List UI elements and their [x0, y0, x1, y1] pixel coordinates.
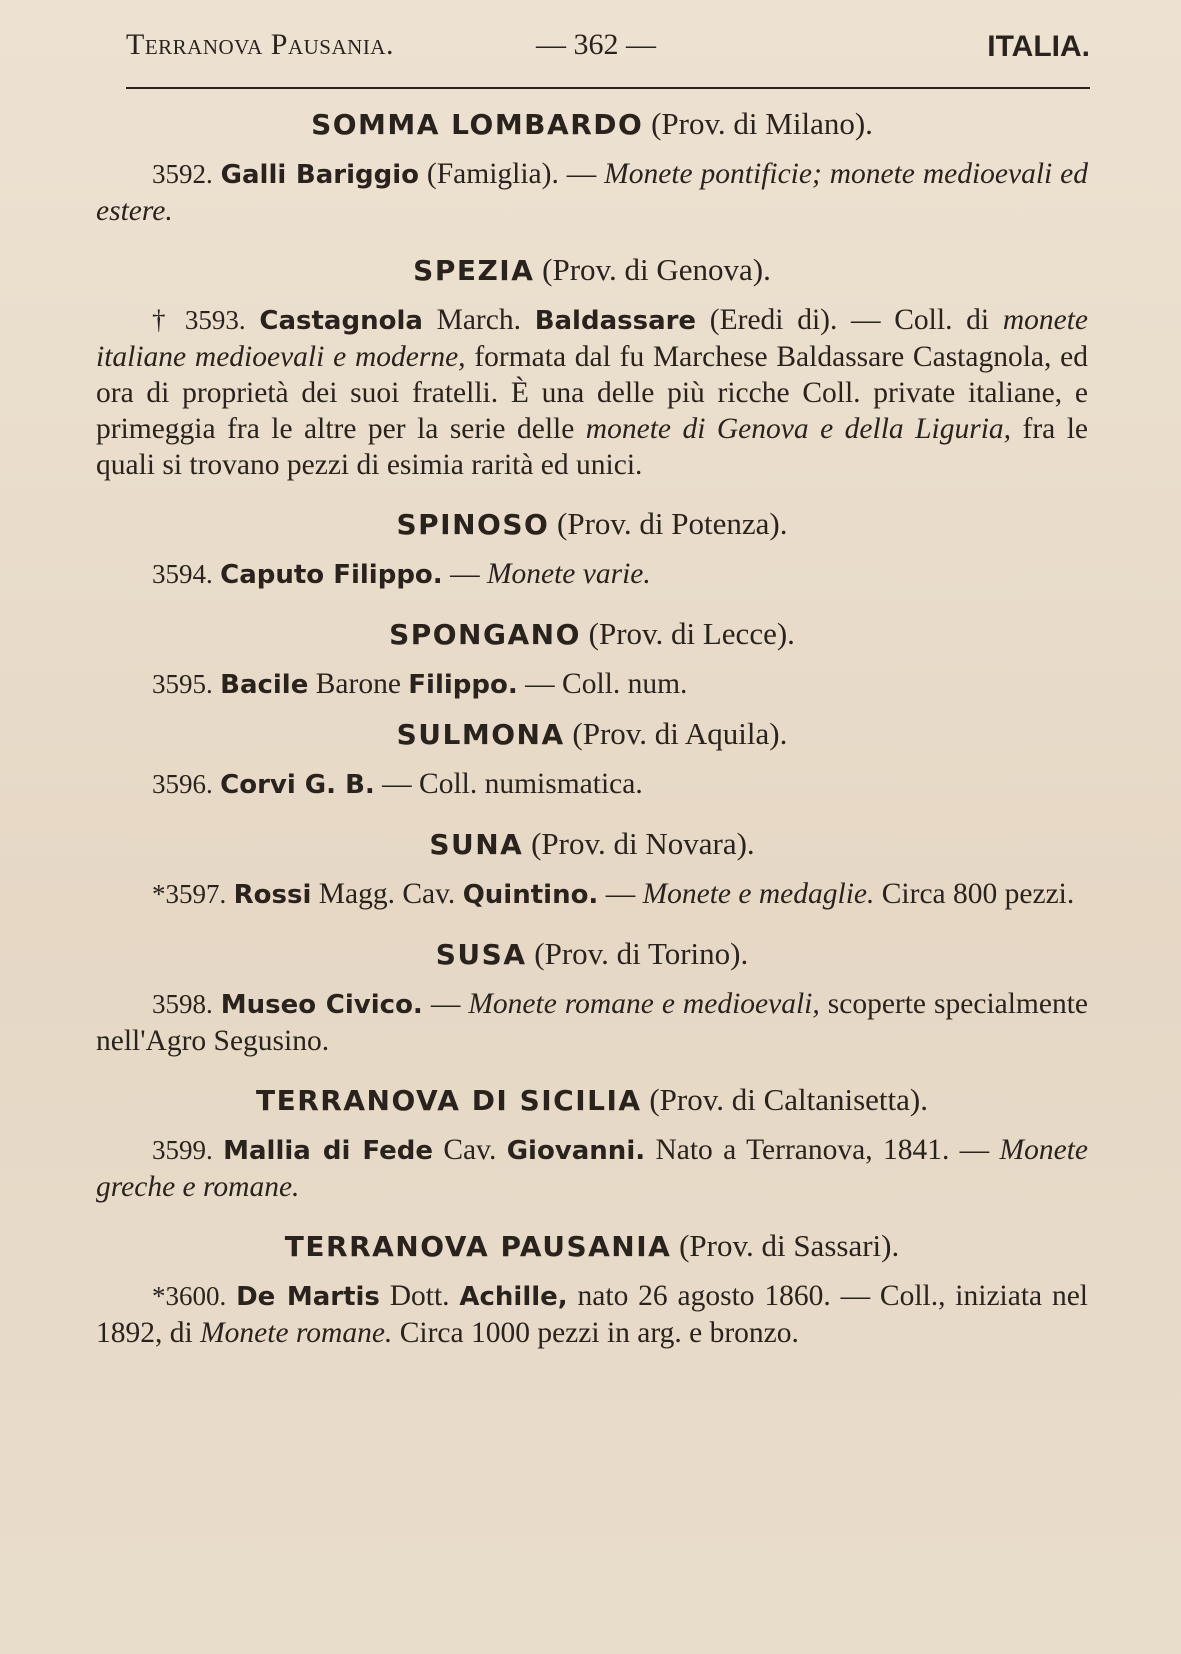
- entry-italic: monete italiane medioevali e moderne,: [96, 304, 1089, 373]
- entry-italic: Monete romane e medioevali,: [468, 988, 820, 1020]
- entry-italic: monete di Genova e della Liguria,: [585, 413, 1012, 445]
- province: (Prov. di Caltanisetta).: [649, 1082, 928, 1117]
- entry-italic: Monete e medaglie.: [642, 878, 875, 910]
- entry-3593: [96, 302, 1088, 483]
- entry-text: — Coll. numismatica.: [374, 768, 643, 800]
- entry-text: —: [442, 558, 487, 590]
- province: (Prov. di Aquila).: [572, 716, 788, 751]
- province: (Prov. di Potenza).: [557, 506, 788, 541]
- section-terranova-pausania: [96, 1227, 1088, 1351]
- entry-number: *3597.: [152, 879, 227, 909]
- directory-listing: [96, 105, 1088, 1351]
- entry-number: 3592.: [152, 159, 213, 189]
- entry-number: 3599.: [152, 1135, 213, 1165]
- entry-text: Cav.: [432, 1134, 507, 1166]
- country-label: ITALIA.: [987, 30, 1090, 63]
- entry-italic: Monete greche e romane.: [96, 1134, 1089, 1203]
- section-susa: [96, 935, 1088, 1059]
- entry-text: March.: [422, 304, 535, 336]
- place-name: SUNA: [429, 828, 524, 861]
- province: (Prov. di Genova).: [542, 252, 771, 287]
- entry-text: scoperte specialmente nell'Agro Segusino.: [96, 988, 1089, 1057]
- entry-text: Nato a Terranova, 1841. —: [645, 1134, 1000, 1166]
- entry-3599: [96, 1132, 1088, 1205]
- section-somma-lombardo: [96, 105, 1088, 229]
- entry-text: nato 26 agosto 1860. — Coll., iniziata nel 1892, di: [96, 1280, 1089, 1349]
- collector-name: Rossi: [233, 880, 312, 910]
- entry-text: Dott.: [379, 1280, 460, 1312]
- place-name: SUSA: [435, 938, 527, 971]
- entry-3596: [96, 766, 1088, 803]
- entry-text: fra le quali si trovano pezzi di esimia rarità ed unici.: [96, 413, 1089, 481]
- section-heading: [96, 251, 1088, 290]
- collector-name: Mallia di Fede: [223, 1136, 433, 1166]
- place-name: SOMMA LOMBARDO: [311, 108, 644, 141]
- entry-text: formata dal fu Marchese Baldassare Castagnola, ed ora di proprietà dei suoi fratelli. È una delle più ricche Coll. private italiane, e primeggia fra le altre per la serie delle: [96, 341, 1088, 445]
- place-name: SPINOSO: [396, 508, 550, 541]
- section-heading: [96, 1081, 1088, 1120]
- collector-name: Museo Civico.: [220, 990, 423, 1020]
- section-spezia: [96, 251, 1088, 483]
- section-spinoso: [96, 505, 1088, 593]
- entry-italic: Monete romane.: [200, 1317, 393, 1349]
- running-header: [126, 28, 1090, 68]
- entry-3600: [96, 1278, 1088, 1351]
- entry-text: —: [422, 988, 469, 1020]
- province: (Prov. di Milano).: [651, 106, 873, 141]
- entry-number: *3600.: [152, 1281, 227, 1311]
- section-terranova-di-sicilia: [96, 1081, 1088, 1205]
- collector-name: Bacile: [220, 670, 309, 700]
- section-heading: [96, 505, 1088, 544]
- section-sulmona: [96, 715, 1088, 803]
- province: (Prov. di Sassari).: [679, 1228, 900, 1263]
- section-heading: [96, 715, 1088, 754]
- entry-text: (Eredi di). — Coll. di: [696, 304, 1003, 336]
- collector-given-name: Baldassare: [534, 306, 697, 336]
- collector-name: Galli Bariggio: [220, 160, 419, 190]
- entry-number: 3596.: [152, 769, 213, 799]
- place-name: TERRANOVA DI SICILIA: [256, 1084, 642, 1117]
- running-title: Terranova Pausania.: [126, 28, 394, 61]
- entry-number: 3595.: [152, 669, 213, 699]
- entry-italic: Monete pontificie; monete medioevali ed estere.: [96, 158, 1089, 227]
- page-number: — 362 —: [536, 28, 656, 61]
- header-rule: [126, 87, 1090, 89]
- province: (Prov. di Torino).: [534, 936, 749, 971]
- place-name: SULMONA: [396, 718, 565, 751]
- entry-text: Circa 1000 pezzi in arg. e bronzo.: [392, 1317, 799, 1349]
- entry-3597: [96, 876, 1088, 913]
- entry-number: 3598.: [152, 989, 213, 1019]
- province: (Prov. di Novara).: [531, 826, 755, 861]
- section-spongano: [96, 615, 1088, 703]
- entry-number: 3594.: [152, 559, 213, 589]
- collector-name: Caputo Filippo.: [220, 560, 443, 590]
- entry-text: Magg. Cav.: [311, 878, 463, 910]
- entry-text: Circa 800 pezzi.: [874, 878, 1075, 910]
- section-heading: [96, 825, 1088, 864]
- collector-given-name: Filippo.: [408, 670, 518, 700]
- section-heading: [96, 1227, 1088, 1266]
- section-suna: [96, 825, 1088, 913]
- collector-name: De Martis: [236, 1282, 380, 1312]
- place-name: TERRANOVA PAUSANIA: [284, 1230, 672, 1263]
- entry-text: (Famiglia). —: [419, 158, 605, 190]
- collector-given-name: Giovanni.: [506, 1136, 646, 1166]
- collector-name: Corvi G. B.: [220, 770, 375, 800]
- entry-3595: [96, 666, 1088, 703]
- entry-3592: [96, 156, 1088, 229]
- section-heading: [96, 615, 1088, 654]
- place-name: SPONGANO: [389, 618, 581, 651]
- entry-text: — Coll. num.: [517, 668, 688, 700]
- collector-given-name: Achille,: [459, 1282, 568, 1312]
- entry-number: † 3593.: [152, 305, 246, 335]
- entry-3598: [96, 986, 1088, 1059]
- collector-name: Castagnola: [259, 306, 423, 336]
- entry-italic: Monete varie.: [486, 558, 651, 590]
- collector-given-name: Quintino.: [462, 880, 599, 910]
- section-heading: [96, 105, 1088, 144]
- place-name: SPEZIA: [413, 254, 535, 287]
- province: (Prov. di Lecce).: [588, 616, 795, 651]
- entry-text: —: [598, 878, 643, 910]
- section-heading: [96, 935, 1088, 974]
- entry-3594: [96, 556, 1088, 593]
- entry-text: Barone: [308, 668, 409, 700]
